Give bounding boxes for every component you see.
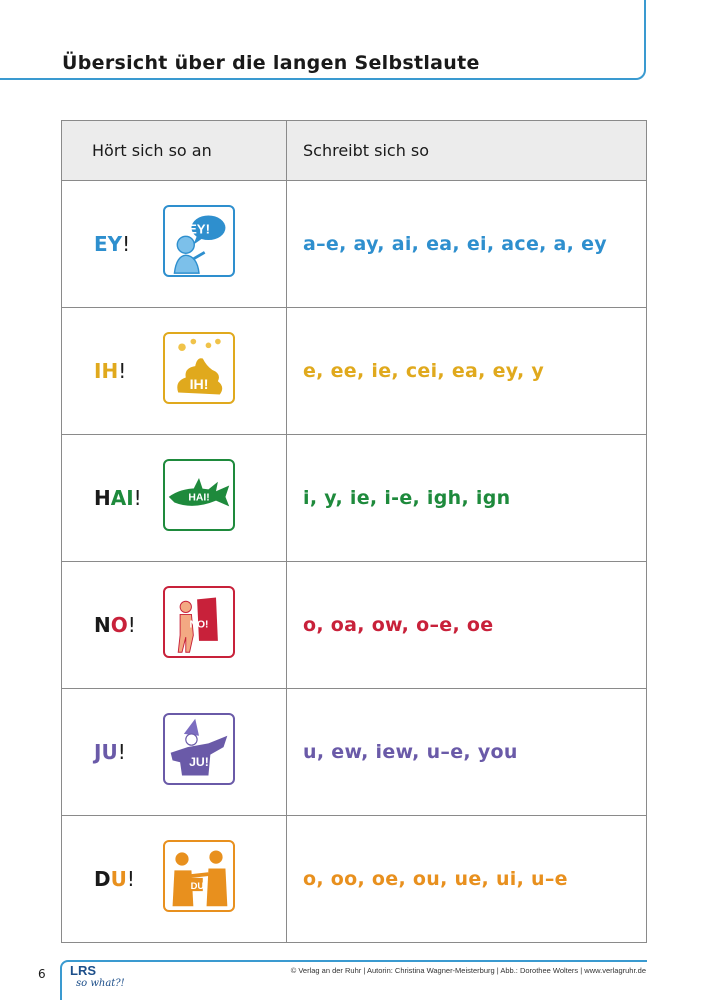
hear-cell	[62, 689, 287, 816]
sound-word	[94, 740, 126, 764]
vowel-table	[61, 120, 647, 943]
sound-word	[94, 613, 136, 637]
page-title: Übersicht über die langen Selbstlaute	[62, 52, 480, 74]
header-spell: Schreibt sich so	[287, 121, 647, 181]
lrs-logo	[70, 963, 140, 995]
page-number: 6	[38, 967, 46, 981]
hear-cell	[62, 181, 287, 308]
sound-word-part: U	[110, 867, 127, 891]
sound-word-part: N	[94, 613, 111, 637]
logo-sub: so what?!	[76, 978, 125, 989]
sound-word	[94, 232, 130, 256]
spelling-list: o, oa, ow, o–e, oe	[287, 562, 647, 689]
exclamation-mark: !	[118, 359, 127, 383]
logo-main: LRS	[70, 963, 96, 978]
spelling-list: a–e, ay, ai, ea, ei, ace, a, ey	[287, 181, 647, 308]
sound-word-part: JU	[94, 740, 118, 764]
spelling-list: e, ee, ie, cei, ea, ey, y	[287, 308, 647, 435]
hear-cell	[62, 816, 287, 943]
svg-text:NO!: NO!	[189, 619, 209, 631]
table-row	[62, 562, 647, 689]
spelling-list: i, y, ie, i-e, igh, ign	[287, 435, 647, 562]
exclamation-mark: !	[133, 486, 142, 510]
hear-cell	[62, 562, 287, 689]
header-hear: Hört sich so an	[62, 121, 287, 181]
sound-word-part: O	[110, 613, 128, 637]
hear-cell	[62, 308, 287, 435]
svg-text:DU!: DU!	[190, 881, 208, 893]
poop-icon	[163, 332, 235, 404]
spelling-list: u, ew, iew, u–e, you	[287, 689, 647, 816]
svg-text:JU!: JU!	[189, 755, 209, 769]
table-row	[62, 816, 647, 943]
sound-word-part: IH	[94, 359, 119, 383]
svg-text:EY!: EY!	[187, 221, 211, 237]
stop-hand-icon	[163, 586, 235, 658]
svg-text:HAI!: HAI!	[188, 492, 210, 504]
exclamation-mark: !	[126, 867, 135, 891]
pointing-people-icon	[163, 840, 235, 912]
sound-word-part: AI	[110, 486, 134, 510]
table-row	[62, 181, 647, 308]
table-row	[62, 689, 647, 816]
shark-icon	[163, 459, 235, 531]
sound-word	[94, 486, 142, 510]
exclamation-mark: !	[127, 613, 136, 637]
table-row	[62, 308, 647, 435]
sound-word-part: H	[94, 486, 111, 510]
sound-word-part: D	[94, 867, 111, 891]
credits: © Verlag an der Ruhr | Autorin: Christina Wagner-Meisterburg | Abb.: Dorothee Wolters | www.verlagruhr.de	[290, 966, 646, 975]
exclamation-mark: !	[117, 740, 126, 764]
sound-word-part: EY	[94, 232, 123, 256]
table-row	[62, 435, 647, 562]
hey-person-icon	[163, 205, 235, 277]
sound-word	[94, 359, 126, 383]
hear-cell	[62, 435, 287, 562]
exclamation-mark: !	[122, 232, 131, 256]
sound-word	[94, 867, 135, 891]
spelling-list: o, oo, oe, ou, ue, ui, u–e	[287, 816, 647, 943]
wizard-icon	[163, 713, 235, 785]
svg-text:IH!: IH!	[189, 376, 209, 393]
